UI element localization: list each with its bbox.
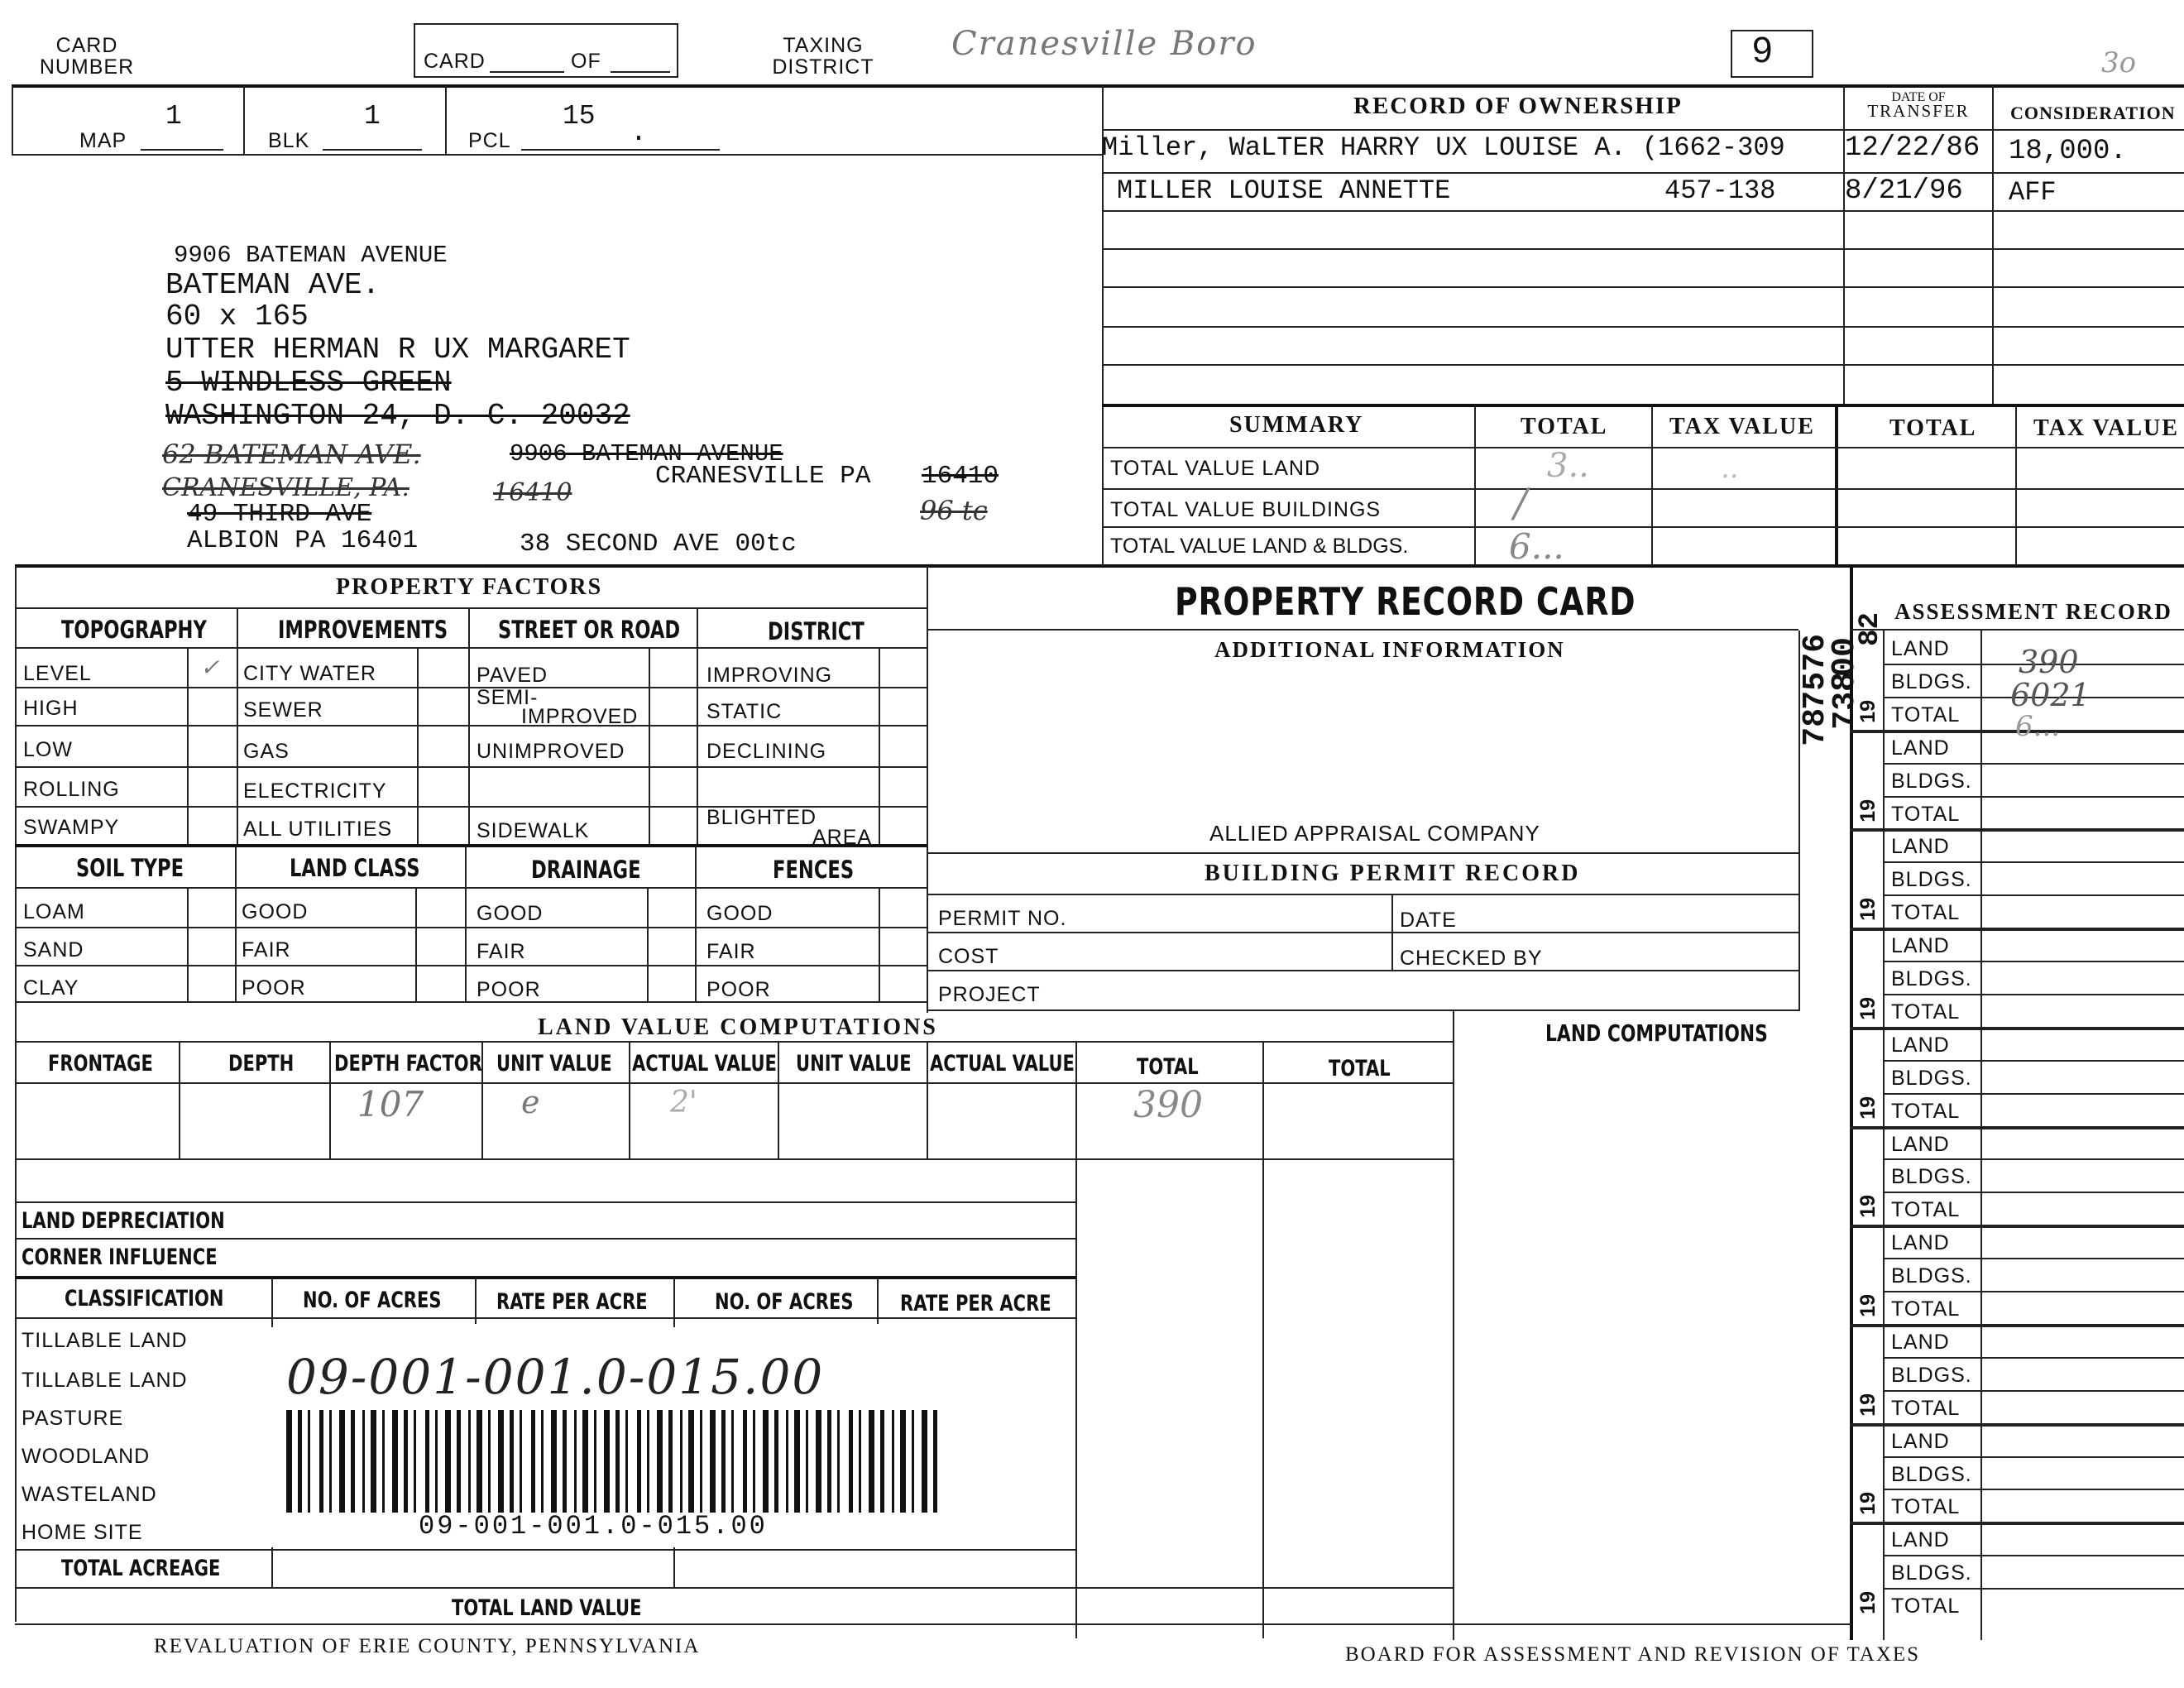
permit-no-label: PERMIT NO. [938,907,1067,930]
total-value-land-bldgs: TOTAL VALUE LAND & BLDGS. [1110,535,1409,558]
drainage-good: GOOD [477,902,544,925]
assessment-total-10: TOTAL [1891,1594,1961,1618]
district-name: Cranesville Boro [951,25,1257,63]
pcl-label: PCL [468,129,511,152]
hand-depth-factor: 107 [357,1084,424,1125]
struck-address-5: CRANESVILLE, PA. [162,473,410,502]
drainage-fair: FAIR [477,940,526,963]
ownership-title: RECORD OF OWNERSHIP [1353,93,1683,119]
landclass-good: GOOD [242,900,309,923]
class-woodland: WOODLAND [22,1445,151,1468]
col-total-2: TOTAL [1329,1056,1391,1081]
topo-swampy: SWAMPY [23,816,120,839]
col-street-or-road: STREET OR ROAD [498,616,681,644]
stamp-82: 82 [1855,612,1886,646]
checked-by-label: CHECKED BY [1400,947,1543,970]
assessment-bldgs-10: BLDGS. [1891,1561,1972,1585]
imp-electricity: ELECTRICITY [243,779,387,803]
assessment-hand-bldgs: 6021 [2010,677,2091,713]
struck-address-3: 62 BATEMAN AVE. [162,439,421,470]
imp-gas: GAS [243,740,290,763]
additional-information-label: ADDITIONAL INFORMATION [1214,637,1565,662]
current-address-1: ALBION PA 16401 [187,526,419,555]
soil-loam: LOAM [23,900,85,923]
owner-row-2-name: MILLER LOUISE ANNETTE [1117,175,1451,206]
class-pasture: PASTURE [22,1407,124,1430]
struck-address-2: WASHINGTON 24, D. C. 20032 [165,399,630,433]
assessment-bldgs-1: BLDGS. [1891,670,1972,693]
stamp-00: 00 [1827,637,1864,678]
col-rate-per-acre-2: RATE PER ACRE [900,1291,1051,1316]
assessment-bldgs-7: BLDGS. [1891,1264,1972,1288]
address-line-3: 60 x 165 [165,300,309,333]
struck-address-10: 96 tc [920,495,988,526]
col-total-1: TOTAL [1137,1054,1199,1080]
summary-total2-header: TOTAL [1889,415,1977,441]
class-tillable-land-2: TILLABLE LAND [22,1369,188,1392]
topo-level: LEVEL [23,662,92,685]
fences-good: GOOD [706,902,774,925]
hand-land-total: 390 [1133,1084,1203,1126]
building-permit-record-title: BUILDING PERMIT RECORD [1205,861,1581,886]
col-classification: CLASSIFICATION [65,1286,224,1312]
total-land-value-label: TOTAL LAND VALUE [452,1595,642,1621]
assessment-total-6: TOTAL [1891,1198,1961,1221]
summary-total-header: TOTAL [1521,414,1608,439]
barcode-printed-number: 09-001-001.0-015.00 [419,1511,768,1542]
address-line-2: BATEMAN AVE. [165,268,381,302]
col-unit-value-2: UNIT VALUE [796,1051,912,1077]
year-prefix-5: 19 [1856,1096,1880,1120]
corner-influence-label: CORNER INFLUENCE [22,1244,218,1270]
district-number: 9 [1752,30,1773,70]
summary-title: SUMMARY [1229,412,1364,438]
topo-rolling: ROLLING [23,778,120,801]
hand-actual-value: 2' [670,1086,697,1120]
assessment-land-5: LAND [1891,1033,1950,1057]
assessment-land-2: LAND [1891,736,1950,760]
barcode-icon [286,1410,940,1513]
land-value-computations-title: LAND VALUE COMPUTATIONS [538,1014,938,1040]
permit-date-label: DATE [1400,909,1457,932]
assessment-land-9: LAND [1891,1430,1950,1453]
map-value: 1 [165,101,182,132]
district-declining: DECLINING [706,740,827,763]
assessment-record-title: ASSESSMENT RECORD [1894,599,2172,624]
struck-address-8: 16410 [922,462,999,491]
col-topography: TOPOGRAPHY [61,616,207,644]
struck-address-7: CRANESVILLE PA [655,462,871,491]
imp-city-water: CITY WATER [243,662,376,685]
summary-hand-land-tax: .. [1721,452,1739,485]
assessment-total-8: TOTAL [1891,1397,1961,1420]
year-prefix-1: 19 [1856,700,1880,723]
owner-row-1-amount: 18,000. [2009,136,2127,167]
col-unit-value-1: UNIT VALUE [496,1051,612,1077]
total-value-buildings: TOTAL VALUE BUILDINGS [1110,498,1382,521]
year-prefix-8: 19 [1856,1393,1880,1417]
owner-row-1-date: 12/22/86 [1845,132,1980,164]
owner-row-2-date: 8/21/96 [1845,175,1963,207]
year-prefix-9: 19 [1856,1492,1880,1515]
allied-appraisal-company: ALLIED APPRAISAL COMPANY [1209,821,1540,846]
district-static: STATIC [706,700,783,723]
street-semi: SEMI- [477,686,539,709]
assessment-total-5: TOTAL [1891,1100,1961,1123]
col-no-of-acres-1: NO. OF ACRES [303,1288,442,1313]
col-drainage: DRAINAGE [531,856,641,884]
address-line-1: 9906 BATEMAN AVENUE [174,242,448,269]
col-district: DISTRICT [768,617,864,645]
district-area: AREA [812,826,873,849]
consideration-label: CONSIDERATION [2010,103,2176,123]
assessment-total-1: TOTAL [1891,703,1961,727]
year-prefix-4: 19 [1856,997,1880,1020]
year-prefix-3: 19 [1856,898,1880,921]
col-actual-value-2: ACTUAL VALUE [930,1051,1075,1077]
struck-address-1: 5 WINDLESS GREEN [165,366,452,400]
col-depth-factor: DEPTH FACTOR [334,1051,482,1077]
corner-mark: 3o [2101,46,2137,79]
summary-tax-value2-header: TAX VALUE [2033,415,2179,441]
soil-sand: SAND [23,938,84,961]
land-depreciation-label: LAND DEPRECIATION [22,1208,225,1234]
street-sidewalk: SIDEWALK [477,819,590,842]
blk-value: 1 [364,101,381,132]
landclass-fair: FAIR [242,938,291,961]
stamp-78: 78 [1798,708,1833,746]
topo-high: HIGH [23,697,79,720]
class-tillable-land-1: TILLABLE LAND [22,1329,188,1352]
hand-unit-value: e [521,1084,540,1120]
owner-name: UTTER HERMAN R UX MARGARET [165,333,630,367]
map-label: MAP [79,129,127,152]
struck-address-6: 16410 [493,478,572,507]
card-label: CARD [424,50,486,73]
of-label: OF [571,50,601,73]
total-value-land: TOTAL VALUE LAND [1110,457,1321,480]
summary-hand-bldg: / [1514,480,1528,526]
soil-clay: CLAY [23,976,79,1000]
stamp-75: 75 [1798,672,1833,710]
land-computations-label: LAND COMPUTATIONS [1545,1019,1768,1047]
landclass-poor: POOR [242,976,306,1000]
level-checkmark: ✓ [200,654,220,681]
assessment-land-1: LAND [1891,637,1950,660]
assessment-bldgs-8: BLDGS. [1891,1364,1972,1387]
summary-hand-land: 3.. [1547,447,1589,485]
assessment-bldgs-4: BLDGS. [1891,967,1972,990]
year-prefix-6: 19 [1856,1195,1880,1218]
permit-cost-label: COST [938,945,999,968]
card-number-label: CARD NUMBER [39,34,135,79]
project-label: PROJECT [938,983,1041,1006]
col-depth: DEPTH [228,1051,295,1077]
col-soil-type: SOIL TYPE [76,854,184,882]
drainage-poor: POOR [477,978,541,1001]
assessment-bldgs-2: BLDGS. [1891,770,1972,793]
year-prefix-2: 19 [1856,799,1880,822]
col-land-class: LAND CLASS [290,854,420,882]
year-prefix-10: 19 [1856,1591,1880,1614]
assessment-bldgs-6: BLDGS. [1891,1165,1972,1188]
fences-fair: FAIR [706,940,756,963]
summary-tax-value-header: TAX VALUE [1669,414,1815,439]
col-frontage: FRONTAGE [48,1051,153,1077]
struck-address-9: 49 THIRD AVE [187,500,372,529]
class-home-site: HOME SITE [22,1521,143,1544]
assessment-total-7: TOTAL [1891,1297,1961,1321]
assessment-hand-total: 6... [2015,710,2061,743]
owner-row-1-name: Miller, WaLTER HARRY UX LOUISE A. (1662-309 [1102,132,1785,163]
total-acreage-label: TOTAL ACREAGE [61,1556,221,1581]
assessment-land-10: LAND [1891,1528,1950,1551]
col-no-of-acres-2: NO. OF ACRES [715,1289,854,1315]
summary-hand-total: 6... [1509,526,1564,567]
district-improving: IMPROVING [706,664,833,687]
barcode-handwritten-number: 09-001-001.0-015.00 [286,1349,825,1405]
stamp-8: 8 [1827,672,1864,693]
col-actual-value-1: ACTUAL VALUE [632,1051,777,1077]
col-fences: FENCES [773,856,855,884]
pcl-value: 15 [563,101,596,132]
assessment-hand-land: 390 [2019,644,2079,680]
stamp-73: 73 [1827,692,1863,730]
blk-label: BLK [268,129,310,152]
date-of-transfer-label: DATE OF TRANSFER [1867,90,1970,121]
col-improvements: IMPROVEMENTS [278,616,448,644]
imp-all-utilities: ALL UTILITIES [243,818,393,841]
assessment-land-7: LAND [1891,1231,1950,1254]
owner-row-2-ref: 457-138 [1664,175,1776,206]
topo-low: LOW [23,738,73,761]
class-wasteland: WASTELAND [22,1483,157,1506]
footer-board: BOARD FOR ASSESSMENT AND REVISION OF TAXES [1345,1643,1921,1666]
assessment-total-3: TOTAL [1891,901,1961,924]
assessment-total-4: TOTAL [1891,1000,1961,1024]
current-address-2: 38 SECOND AVE 00tc [520,530,797,559]
property-factors-title: PROPERTY FACTORS [336,574,603,600]
stamp-76: 76 [1798,634,1833,672]
taxing-district-label: TAXING DISTRICT [772,34,874,79]
street-improved: IMPROVED [521,705,639,728]
street-unimproved: UNIMPROVED [477,740,625,763]
district-blighted: BLIGHTED [706,806,817,829]
assessment-land-6: LAND [1891,1133,1950,1156]
assessment-bldgs-3: BLDGS. [1891,868,1972,891]
assessment-bldgs-9: BLDGS. [1891,1463,1972,1486]
assessment-bldgs-5: BLDGS. [1891,1067,1972,1090]
struck-address-4: 9906 BATEMAN AVENUE [510,440,783,468]
assessment-total-2: TOTAL [1891,803,1961,826]
street-paved: PAVED [477,664,548,687]
assessment-land-4: LAND [1891,934,1950,957]
assessment-land-3: LAND [1891,835,1950,858]
col-rate-per-acre-1: RATE PER ACRE [496,1289,648,1315]
year-prefix-7: 19 [1856,1294,1880,1317]
imp-sewer: SEWER [243,698,323,722]
property-record-card-title: PROPERTY RECORD CARD [1175,579,1636,624]
footer-revaluation: REVALUATION OF ERIE COUNTY, PENNSYLVANIA [154,1635,701,1657]
fences-poor: POOR [706,978,771,1001]
assessment-total-9: TOTAL [1891,1495,1961,1518]
assessment-land-8: LAND [1891,1331,1950,1354]
owner-row-2-amount: AFF [2009,177,2057,208]
pcl-dot: . [630,117,647,148]
